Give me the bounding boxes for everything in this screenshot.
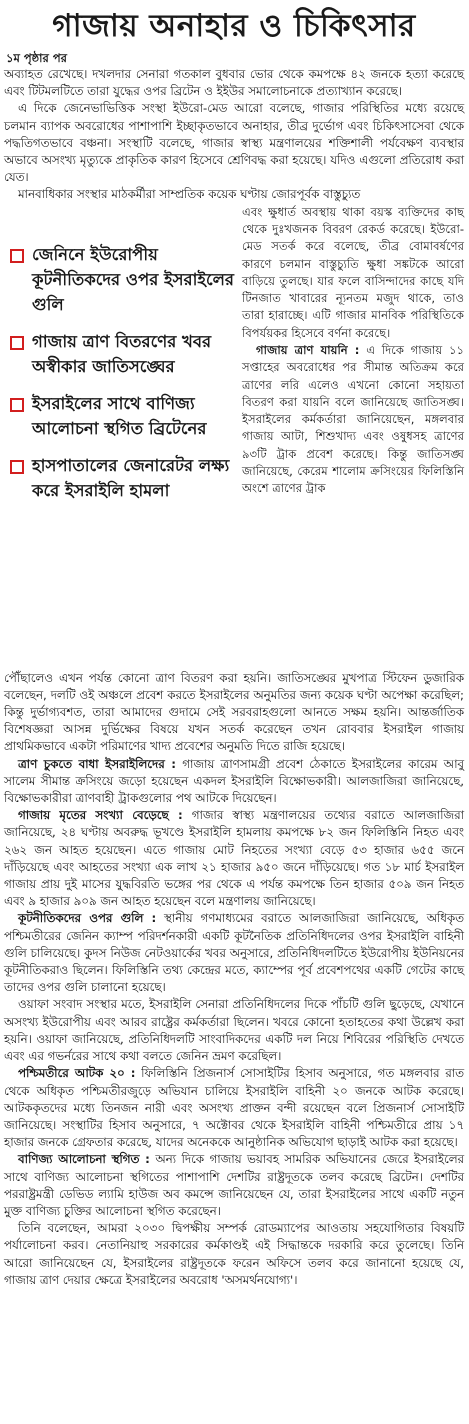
subheading: গাজায় ত্রাণ যায়নি : [256,343,360,357]
continued-label: ১ম পৃষ্ঠার পর [6,51,67,65]
highlight-text: জেনিনে ইউরোপীয় কূটনীতিকদের ওপর ইসরাইলের গুলি [32,244,234,314]
intro-paragraph: এ দিকে জেনেভাভিত্তিক সংস্থা ইউরো-মেড আরো বলেছে, গাজার পরিস্থিতির মধ্যে রয়েছে চলমান ব্যাপক অবরোধের পাশাপাশি ইচ্ছাকৃতভাবে অনাহার, তীব্র দুর্ভোগ এবং চিকিৎসাসেবা থেকে পদ্ধতিগতভাবে বঞ্চনা। সংস্থাটি বলেছে, গাজার স্বাস্থ্য মন্ত্রণালয়ের শক্তিশালী পর্যবেক্ষণ ব্যবস্থার অভাবে অসংখ্য মৃত্যুকে প্রাকৃতিক কারণ হিসেবে শ্রেণিবদ্ধ করা হয়েছে। যদিও এগুলো প্রতিরোধ করা যেত। [4,101,464,185]
subheading: গাজায় মৃতের সংখ্যা বেড়েছে : [18,808,183,823]
body-paragraph [4,910,464,996]
body-paragraph [4,807,464,910]
body-paragraph [4,670,464,756]
paragraph-text: ওয়াফা সংবাদ সংস্থার মতে, ইসরাইলি সেনারা প্রতিনিধিদলের দিকে পাঁচটি গুলি ছুড়েছে, যেখানে অসংখ্য ইউরোপীয় এবং আরব রাষ্ট্রের কর্মকর্তারা ছিলেন। খবরে কোনো হতাহতের কথা উল্লেখ করা হয়নি। ওয়াফা জানিয়েছে, প্রতিনিধিদলটি সাংবাদিকদের একটি দল নিয়ে শিবিরের পরিস্থিতি দেখতে এবং এর গভর্নরের সাথে কথা বলতে জেনিন ভ্রমণ করেছিল। [4,997,464,1064]
right-paragraph [242,342,464,498]
body-paragraph [4,1065,464,1151]
highlight-item [4,242,242,317]
subheading: বাণিজ্য আলোচনা স্থগিত : [18,1152,150,1167]
body-text [4,670,464,1289]
body-paragraph [4,996,464,1065]
paragraph-text: স্থানীয় গণমাধ্যমের বরাতে আলজাজিরা জানিয়েছে, অধিকৃত পশ্চিমতীরের জেনিন ক্যাম্প পরিদর্শনকারী একটি কূটনৈতিক প্রতিনিধিদলের ওপর ইসরাইলি বাহিনী গুলি চালিয়েছে। কুদস নিউজ নেটওয়ার্কের খবর অনুসারে, প্রতিনিধিদলটিতে ইউরোপীয় ইউনিয়নের কূটনীতিকরাও ছিলেন। ফিলিস্তিনি তথ্য কেন্দ্রের মতে, ক্যাম্পের পূর্ব প্রবেশপথের একটি গেটের কাছে তাদের ওপর গুলি চালানো হয়েছে। [4,911,464,995]
body-paragraph [4,1220,464,1289]
subheading: কূটনীতিকদের ওপর গুলি : [18,911,157,926]
highlight-item [4,329,242,379]
intro-paragraph: মানবাধিকার সংস্থার মাঠকর্মীরা সাম্প্রতিক কয়েক ঘণ্টায় জোরপূর্বক বাস্তুচ্যুত [18,187,361,202]
highlight-text: ইসরাইলের সাথে বাণিজ্য আলোচনা স্থগিত ব্রিটেনের [32,393,207,438]
highlight-list [4,242,242,515]
red-square-icon [10,398,24,412]
highlight-text: হাসপাতালের জেনারেটর লক্ষ্য করে ইসরাইলি হামলা [32,455,230,500]
headline: গাজায় অনাহার ও চিকিৎসার [52,8,416,44]
paragraph-text: ফিলিস্তিনি প্রিজনার্স সোসাইটির হিসাব অনুসারে, গত মঙ্গলবার রাত থেকে অধিকৃত পশ্চিমতীরজুড়ে অভিযান চালিয়ে ইসরাইলি বাহিনী ২০ জনকে আটক করেছে। আটককৃতদের মধ্যে তিনজন নারী এবং অসংখ্য প্রাক্তন বন্দী রয়েছেন বলে প্রিজনার্স সোসাইটি জানিয়েছে। সংস্থাটির হিসাব অনুসারে, ৭ অক্টোবর থেকে ইসরাইলি বাহিনী পশ্চিমতীরে প্রায় ১৭ হাজার জনকে গ্রেফতার করেছে, যাদের অনেককে আনুষ্ঠানিক অভিযোগ ছাড়াই আটক করা হয়েছে। [4,1066,464,1150]
paragraph-text: গাজার স্বাস্থ্য মন্ত্রণালয়ের তথ্যের বরাতে আলজাজিরা জানিয়েছে, ২৪ ঘণ্টায় অবরুদ্ধ ভূখণ্ডে ইসরাইলি হামলায় কমপক্ষে ৮২ জন ফিলিস্তিনি নিহত এবং ২৬২ জন আহত হয়েছেন। এতে গাজায় মোট নিহতের সংখ্যা বেড়ে ৫৩ হাজার ৬৫৫ জনে দাঁড়িয়েছে এবং আহতের সংখ্যা এক লাখ ২১ হাজার ৯৫০ জনে দাঁড়িয়েছে। গত ১৮ মার্চ ইসরাইল গাজায় প্রায় দুই মাসের যুদ্ধবিরতি ভঙ্গের পর থেকে এ পর্যন্ত কমপক্ষে তিন হাজার ৫০৯ জন নিহত এবং ৯ হাজার ৯০৯ জন আহত হয়েছেন বলে মন্ত্রণালয় জানিয়েছে। [4,808,464,909]
subheading: পশ্চিমতীরে আটক ২০ : [18,1066,136,1081]
paragraph-text: তিনি বলেছেন, আমরা ২০৩০ দ্বিপক্ষীয় সম্পর্ক রোডম্যাপের আওতায় সহযোগিতার বিষয়টি পর্যালোচনা করব। নেতানিয়াহু সরকারের কর্মকাণ্ডই এই সিদ্ধান্তকে দরকারি করে তুলেছে। তিনি আরো জানিয়েছেন যে, ইসরাইলের রাষ্ট্রদূতকে ফরেন অফিসে তলব করে জানানো হয়েছে যে, গাজায় ত্রাণ দেয়ার ক্ষেত্রে ইসরাইলের অবরোধ 'অসমর্থনযোগ্য'। [4,1221,464,1287]
right-column [242,204,464,498]
paragraph-text: পৌঁছালেও এখন পর্যন্ত কোনো ত্রাণ বিতরণ করা হয়নি। জাতিসঙ্ঘের মুখপাত্র স্টিফেন ডুজারিক বলেছেন, দলটি ওই অঞ্চলে প্রবেশ করতে ইসরাইলের অনুমতির জন্য কয়েক ঘণ্টা অপেক্ষা করেছিল; কিন্তু দুর্ভাগ্যবশত, তারা আমাদের গুদামে সেই সরবরাহগুলো আনতে সক্ষম হয়নি। আন্তর্জাতিক বিশেষজ্ঞরা আসন্ন দুর্ভিক্ষের বিষয়ে যখন সতর্ক করেছেন তখন রোববার ইসরাইল গাজায় প্রাথমিকভাবে একটা পরিমাণের খাদ্য প্রবেশের অনুমতি দিতে রাজি হয়েছে। [4,670,464,754]
intro-paragraph: অব্যাহত রেখেছে। দখলদার সেনারা গতকাল বুধবার ভোর থেকে কমপক্ষে ৪২ জনকে হত্যা করেছে এবং টিটমলটিতে তারা যুদ্ধের ওপর ব্রিটেন ও ইইউর সমালোচনাকে প্রত্যাখ্যান করেছে। [4,67,464,99]
highlight-item [4,453,242,503]
paragraph-text: এ দিকে গাজায় ১১ সপ্তাহের অবরোধের পর সীমান্ত অতিক্রম করে ত্রাণের লরি এলেও এখনো কোনো সহায়তা বিতরণ করা যায়নি বলে জানিয়েছে জাতিসঙ্ঘ। ইসরাইলের কর্মকর্তারা জানিয়েছেন, মঙ্গলবার গাজায় আটা, শিশুখাদ্য এবং ওষুধসহ ত্রাণের ৯৩টি ট্রাক প্রবেশ করেছে। কিন্তু জাতিসঙ্ঘ জানিয়েছে, কেরেম শালোম ক্রসিংয়ের ফিলিস্তিনি অংশে ত্রাণের ট্রাক [242,343,465,496]
highlight-section [4,204,464,670]
right-paragraph: এবং ক্ষুধার্ত অবস্থায় থাকা বয়স্ক ব্যক্তিদের কাছ থেকে দুঃখজনক বিবরণ রেকর্ড করেছে। ইউরো-মেড সতর্ক করে বলেছে, তীব্র বোমাবর্ষণের কারণে চলমান বাস্তুচ্যুতি ক্ষুধা সঙ্কটকে আরো বাড়িয়ে তুলছে। যার ফলে বাসিন্দাদের কাছে যদি টিনজাত খাবারের ন্যূনতম মজুদ থাকে, তাও তারা হারাচ্ছে। এটি গাজার মানবিক পরিস্থিতিকে বিপর্যয়কর হিসেবে বর্ণনা করেছে। [242,204,464,340]
paragraph-text: গাজায় ত্রাণসামগ্রী প্রবেশ ঠেকাতে ইসরাইলের কারেম আবু সালেম সীমান্ত ক্রসিংয়ে জড়ো হয়েছেন একদল ইসরাইলি বিক্ষোভকারী। আলজাজিরা জানিয়েছে, বিক্ষোভকারীরা ত্রাণবাহী ট্রাকগুলোর পথ আটকে দিয়েছেন। [4,756,465,806]
body-paragraph [4,1151,464,1220]
red-square-icon [10,336,24,350]
highlight-text: গাজায় ত্রাণ বিতরণের খবর অস্বীকার জাতিসঙ্ঘের [32,331,212,376]
highlight-item [4,391,242,441]
body-paragraph [4,756,464,808]
news-page [4,0,464,1289]
subheading: ত্রাণ চুকতে বাধা ইসরাইলিদের : [18,756,177,771]
red-square-icon [10,249,24,263]
paragraph-text: অন্য দিকে গাজায় ভয়াবহ সামরিক অভিযানের জেরে ইসরাইলের সাথে বাণিজ্য আলোচনা স্থগিতের পাশাপাশি দেশটির রাষ্ট্রদূতকে তলব করেছে ব্রিটেন। দেশটির পররাষ্ট্রমন্ত্রী ডেভিড ল্যামি হাউজ অব কমন্সে জানিয়েছেন যে, তারা ইসরাইলের সাথে একটি নতুন মুক্ত বাণিজ্য চুক্তির আলোচনা স্থগিত করেছেন। [4,1152,465,1218]
red-square-icon [10,460,24,474]
